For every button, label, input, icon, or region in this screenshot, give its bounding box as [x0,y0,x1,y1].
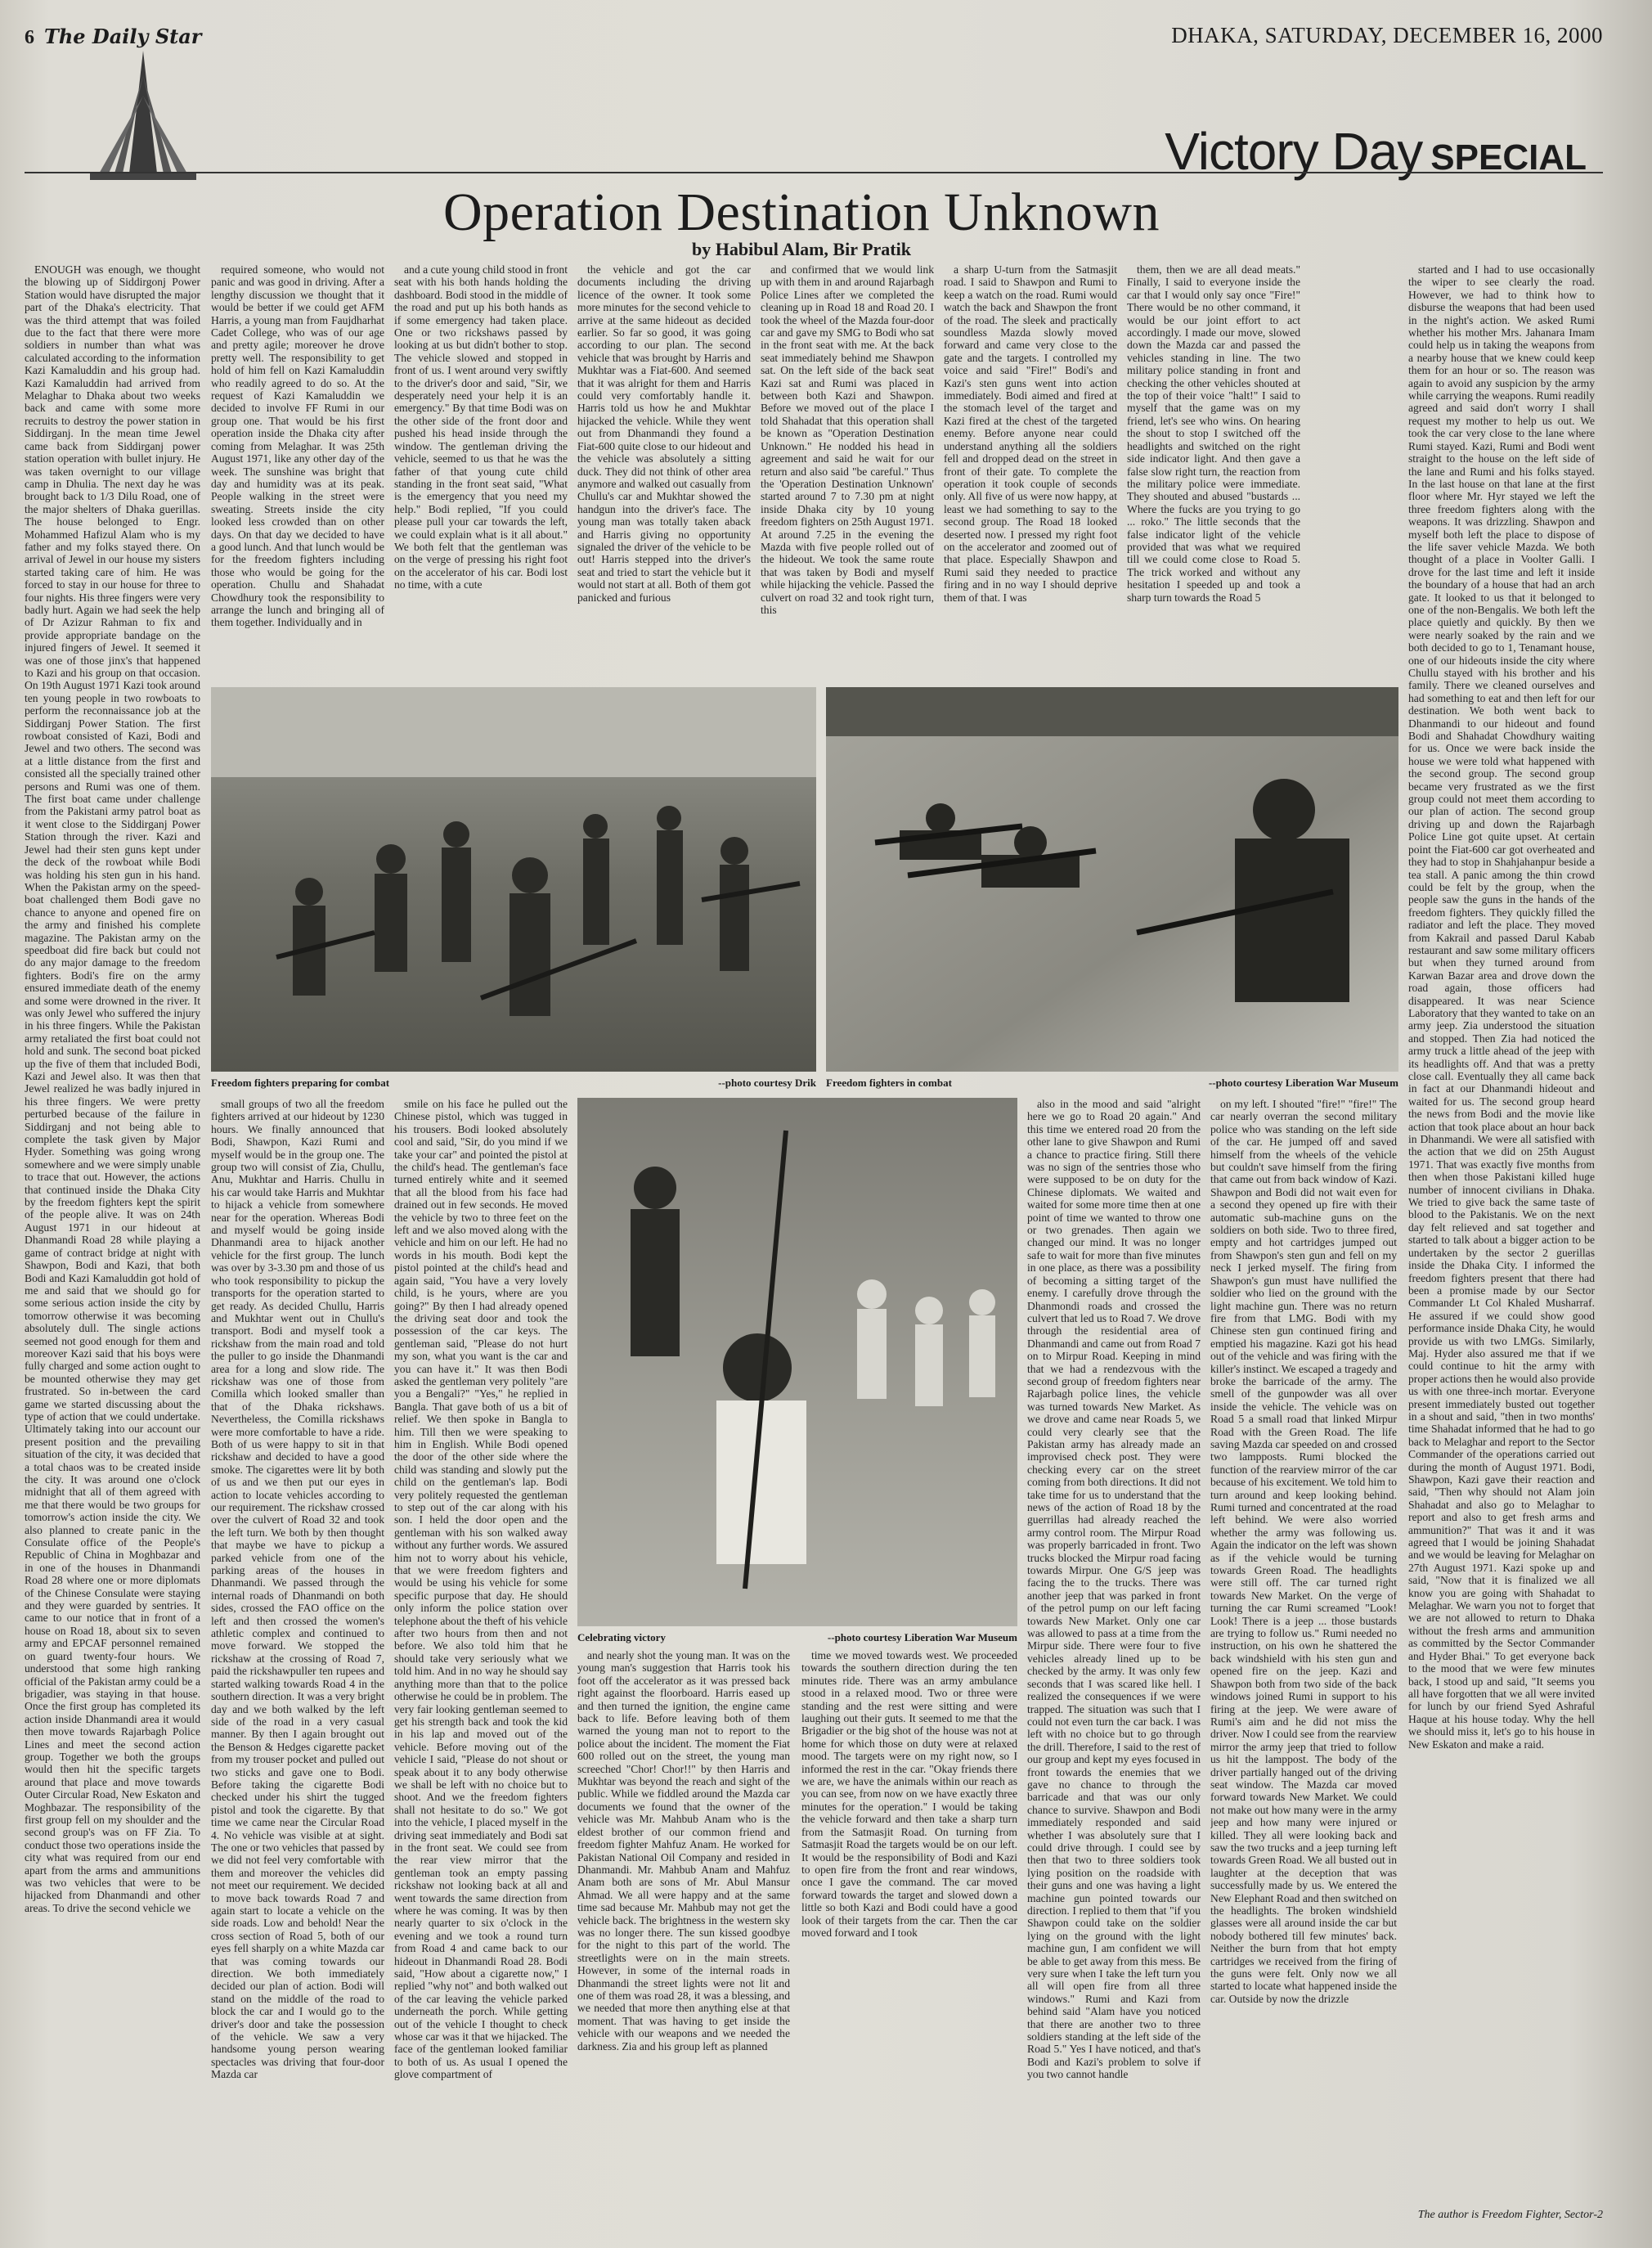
column-text: and nearly shot the young man. It was on the young man's suggestion that Harris took his foot off the accelerator as it was pressed back right against the floorboard. Harris eased up and then turned the ignition, the engine came back to life. Before leaving both of them warned the young man not to report to the police about the incident. The moment the Fiat 600 rolled out on the street, the young man screeched "Chor! Chor!!" by then Harris and Mukhtar was beyond the reach and sight of the public. While we fiddled around the Mazda car documents we found that the owner of the vehicle was Mr. Mahbub Anam who is the eldest brother of our common friend and freedom fighter Mahfuz Anam. He worked for Pakistan National Oil Company and resided in Dhanmandi. Mr. Mahbub Anam and Mahfuz Anam both are sons of Mr. Abul Mansur Ahmad. We all were happy and at the same time sad because Mr. Mahbub may not get the vehicle back. The brightness in the western sky was no longer there. The sun kissed goodbye for the night to this part of the world. The streetlights were on in the main streets. However, in some of the internal roads in Dhanmandi the street lights were not lit and one of them was road 28, it was a blessing, and we needed that more then anything else at that moment. That was having to get inside the vehicle with our weapons and we needed the darkness. Zia and his group left as planned [577,1649,790,2052]
column-text: also in the mood and said "alright here we go to Road 20 again." And this time we entered road 20 from the other lane to give Shawpon and Rumi a chance to practice firing. Still there was no sign of the sentries those who were supposed to be on duty for the Chinese diplomats. We waited and waited for some more time then at one point of time we wanted to throw one or two grenades. Then again we changed our mind. It was no longer safe to wait for more than five minutes in one place, as there was a possibility of becoming a sitting target of the enemy. I carefully drove through the Dhanmondi roads and crossed the culvert that led us to Road 7. We drove through the residential area of Dhanmandi and came out from Road 7 on to Mirpur Road. Keeping in mind that we had a rendezvous with the second group of freedom fighters near Rajarbagh police lines, the vehicle was turned towards New Market. As we drove and came near Roads 5, we could very clearly see that the Pakistan army has already made an improvised check post. They were checking every car on the street coming from both directions. It did not take time for us to understand that the news of the action of Road 18 by the guerrillas had already reached the army control room. The Mirpur Road was properly barricaded in front. Two trucks blocked the Mirpur road facing towards Mirpur. One G/S jeep was facing the to the trucks. There was another jeep that was parked in front of the petrol pump on our left facing towards New Market. Only one car was allowed to pass at a time from the Mirpur side. There were four to five vehicles already lined up to be checked by the army. It was only few seconds that I was scared like hell. I realized the consequences if we were trapped. The situation was such that I could not even turn the car back. I was left with no choice but to go through the drill. Therefore, I said to the rest of our group and kept my eyes focused in front towards the enemies that we gave no chance to through the barricade and that was our only chance to survive. Shawpon and Bodi immediately responded and said whether I was absolutely sure that I could drive through. I could see by then that two to three soldiers took lying position on the roadside with their guns and one was having a light machine gun pointed towards our direction. I replied to them that "if you Shawpon could take on the soldier lying on the ground with the light machine gun, I am confident we will be able to get away from this mess. Be very sure when I take the left turn you all will open fire from all three windows." Rumi and Kazi from behind said "Alam have you noticed that there are another two to three soldiers standing at the left side of the Road 5." Yes I have noticed, and that's Bodi and Kazi's problem to solve if you two cannot handle [1027,1098,1201,2081]
headline: Operation Destination Unknown [442,182,1160,242]
column-text: started and I had to use occasionally the wiper to see clearly the road. However, we had to think how to disburse the weapons that had been used in the night's action. We asked Rumi whether his mother Mrs. Jahanara Imam could help us in taking the weapons from a nearby house that we knew could keep them for an hour or so. The reason was again to avoid any suspicion by the army while carrying the weapons. Rumi readily agreed and said don't worry I shall request my mother to help us out. We took the car very close to the lane where Rumi stayed. Kazi, Rumi and Bodi went straight to the house on the left side of the lane and Rumi and his folks stayed. In the last house on that lane at the first floor where Mr. Hyr stayed we left the three freedom fighters along with the weapons. It was drizzling. Shawpon and myself both left the place to dispose of the life saver vehicle Mazda. We both thought of a place in Voolter Galli. I drove for the last time and left it inside the boundary of a house that had an arch gate. It looked to us that it belonged to one of the non-Bengalis. We both left the place quietly and quickly. By then we were nearly soaked by the rain and we both decided to go to 1, Tenamant house, one of our hideouts inside the city where Chullu stayed with his brother and his family. There we cleaned ourselves and had something to eat and then left for our destination. We both went back to Dhanmandi to our hideout and found Bodi and Shahadat Chowdhury waiting for us. Once we were back inside the house we were told what happened with the second group. The second group became very frustrated as we the first group could not meet them according to our plan of action. The second group driving up and down the Rajarbagh Police Line got quite upset. At certain point the Fiat-600 car got overheated and they had to stop in Shahjahanpur beside a tea stall. A panic among the thin crowd could be felt by the group, when the people saw the guns in the hands of the freedom fighters. They quickly filled the radiator and left the place. They moved from Kakrail and passed Darul Kabab restaurant and saw some military officers but when they turned around from Karwan Bazar area and drove down the road again, those officers had disappeared. It was near Science Laboratory that they wanted to take on an army jeep. Zia understood the situation and stopped. Then Zia had noticed the army truck a little ahead of the jeep with its headlights off. And that was a pretty close call. Eventually they all came back in fact at our Dhanmandi hideout and waited for us. The second group heard the news from Bodi and the movie like action that took place about an hour back in Dhanmandi. We were all satisfied with the action that we did on 25th August 1971. That was exactly five months from then when those Pakistani killed huge number of innocent civilians in Dhaka. We tried to give back the same taste of blood to the Pakistanis. We on the next day felt relieved and sat together and started to talk about a bigger action to be undertaken by the sector 2 guerillas inside the Dhaka City. I informed the freedom fighters present that there had been a promise made by our Sector Commander Lt Col Khaled Musharraf. He assured if we could show good performance inside Dhaka City, he would provide us with two LMGs. Similarly, Maj. Hyder also assured me that if we could continue to hit the army with proper actions then he would also provide us with one three-inch mortar. Everyone present immediately busted out together in a shout and said, "then in two months' time Shahadat informed that he had to go back to Melaghar and report to the Sector Commander of the operations carried out during the month of August 1971. Bodi, Shawpon, Kazi gave their reaction and said, "Then why should not Alam join Shahadat and also go to Melaghar to report and also to get fresh arms and ammunition?" That was it and it was agreed that I would be joining Shahadat and we would be leaving for Melaghar on 27th August 1971. Kazi spoke up and said, "Now that it is finalized we all know you are going with Shahadat to Melaghar. We warn you not to forget that we are not allowed to return to Dhaka without the fresh arms and ammunition as committed by the Sector Commander and Hyder Bhai." To get everyone back to the mood that we were few minutes back, I stood up and said, "It seems you all have forgotten that we all were invited for lunch by our friend Syed Ashraful Haque at his house today. Why the hell we should miss it, let's go to his house in New Eskaton and make a raid. [1408,263,1595,1751]
article-column-12 [801,1649,1017,2219]
photo-caption-2 [826,1077,1398,1090]
page-folio [25,25,201,49]
column-text: time we moved towards west. We proceeded towards the southern direction during the ten minutes ride. There was an army ambulance stood in a relaxed mood. Two or three were standing and the rest were sitting and were laughing out their guts. It seemed to me that the Brigadier or the big shot of the house was not at home for which those on duty were at relaxed mood. The targets were on my right now, so I informed the rest in the car. "Okay friends there we are, we have the animals within our reach as you can see, from now on we have exactly three minutes for the operation." I would be taking the vehicle forward and then take a sharp turn from the Satmasjit Road. On turning from Satmasjit Road the targets would be on our left. It would be the responsibility of Bodi and Kazi to open fire from the front and rear windows, once I gave the command. The car moved forward towards the target and slowed down a little so both Kazi and Bodi could have a good look of their targets from the car. Then the car moved forward and I took [801,1649,1017,1939]
caption-text: Celebrating victory [577,1631,666,1643]
photo-image [577,1098,1017,1626]
byline: by Habibul Alam, Bir Pratik [692,239,911,259]
article-column-10 [394,1098,568,2219]
author-note: The author is Freedom Fighter, Sector-2 [1417,2209,1603,2221]
photo-image [211,687,816,1072]
header-rule [25,172,1603,173]
newspaper-name: The Daily Star [44,25,202,48]
article-column-9 [211,1098,384,2219]
photo-credit: --photo courtesy Drik [718,1077,816,1089]
article-column-13 [1027,1098,1201,2219]
article-column-5 [761,263,934,672]
column-text: required someone, who would not panic and was good in driving. After a lengthy discussion we thought that it would be better if we could get AFM Harris, a young man from Faujdharhat Cadet College, who was of our age and pretty agile; moreover he drove pretty well. The responsibility to get hold of him fell on Kazi Kamaluddin who readily agreed to do so. At the request of Kazi Kamaluddin we decided to involve FF Rumi in our group one. That would be his first operation inside the Dhaka city after coming from Melaghar. It was 25th August 1971, like any other day of the week. The sunshine was bright that day and humidity was at its peak. People walking in the street were sweating. Streets inside the city looked less crowded than on other days. On that day we decided to have a good lunch. And that lunch would be for the freedom fighters including those who would be going for the operation. Chullu and Shahadat Chowdhury took the responsibility to arrange the lunch and bringing all of them together. Individually and in [211,263,384,629]
column-text: smile on his face he pulled out the Chinese pistol, which was tugged in his trousers. Bodi looked absolutely cool and said, "Sir, do you mind if we take your car" and pointed the pistol at the child's head. The gentleman's face turned entirely white and it seemed that all the blood from his face had drained out in few seconds. He moved the vehicle by two to three feet on the left and we also moved along with the vehicle and him on our left. He had no words in his mouth. Bodi kept the pistol pointed at the child's head and again said, "You have a very lovely child, is he yours, where are you going?" By then I had already opened the driving seat door and took the possession of the car keys. The gentleman said, "Please do not hurt my son, what you want is the car and you can have it." It was then Bodi asked the gentleman very politely "are you a Bengali?" "Yes," he replied in Bangla. That gave both of us a bit of relief. We then spoke in Bangla to him. Till then we were speaking to him in English. While Bodi opened the door of the other side where the child was standing and slowly put the child on the gentleman's lap. Bodi very politely requested the gentleman to step out of the car along with his son. I held the door open and the gentleman with his son walked away without any further words. We assured him not to worry about his vehicle, that we were freedom fighters and would be using his vehicle for some specific purpose that day. He should only inform the police station over telephone about the theft of his vehicle after two hours from then and not before. We also told him that he should take very seriously what we told him. And in no way he should say anything more than that to the police otherwise he could be in problem. The very fair looking gentleman seemed to get his strength back and took the kid in his lap and moved out of the vehicle. Before moving out of the vehicle I said, "Please do not shout or speak about it to any body otherwise we shall be left with no choice but to shoot. And we the freedom fighters shall not hesitate to do so." We got into the vehicle, I placed myself in the driving seat immediately and Bodi sat in the front seat. We could see from the rear view mirror that the gentleman took an empty passing rickshaw not looking back at all and went towards the same direction from where he was coming. It was by then nearly quarter to six o'clock in the evening and we took a round turn from Road 4 and came back to our hideout in Dhanmandi Road 28. Bodi said, "How about a cigarette now," I replied "why not" and both walked out of the car leaving the vehicle parked underneath the porch. While getting out of the vehicle I thought to check whose car was it that we hijacked. The face of the gentleman looked familiar to both of us. As usual I opened the glove compartment of [394,1098,568,2081]
article-column-11 [577,1649,790,2219]
photo-caption-3 [577,1631,1017,1644]
dateline: DHAKA, SATURDAY, DECEMBER 16, 2000 [1171,23,1603,47]
memorial-logo-icon [90,51,196,182]
article-column-4 [577,263,751,672]
column-text: on my left. I shouted "fire!" "fire!" The car nearly overran the second military police who was standing on the left side of the car. He jumped off and saved himself from the wheels of the vehicle but couldn't save himself from the firing that came out from back window of Kazi. Shawpon and Bodi did not wait even for a second they opened up fire with their automatic sub-machine guns on the soldiers on both side. Two to three fired, empty and hot cartridges jumped out from Shawpon's sten gun and fell on my neck I jerked myself. The firing from Shawpon's gun must have nullified the soldier who lied on the ground with the light machine gun. There was no return fire from that LMG. Bodi with my Chinese sten gun continued firing and emptied his magazine. Kazi got his head out of the vehicle and was firing with the killer's instinct. We escaped a tragedy and broke the barricade of the army. The smell of the gunpowder was all over inside the vehicle. The vehicle was on Road 5 a small road that linked Mirpur Road with the Green Road. The life saving Mazda car speeded on and crossed two lampposts. Rumi blocked the function of the rearview mirror of the car because of his excitement. We told him to turn around and keep looking behind. Rumi turned and concentrated at the road left behind. We were also worried whether the army was following us. Again the indicator on the left was shown as if the vehicle would be turning towards Green Road. The headlights were still off. The car turned right towards New Market. On the verge of turning the car Rumi screamed "Look! Look! There is a jeep ... those bustards are trying to follow us." Rumi needed no instruction, on his own he shattered the back windshield with his sten gun and opened fire on the jeep. Kazi and Shawpon both from two side of the back windows joined Rumi in support to his firing at the jeep. We were aware of Rumi's aim and he did not miss the driver. Now I could see from the rearview mirror the army jeep that tried to follow us hit the lamppost. The body of the driver partially hanged out of the driving seat window. The Mazda car moved forward towards New Market. We could not make out how many were in the army jeep and how many were injured or killed. They all were looking back and saw the two trucks and a jeep turning left towards Green Road. We all busted out in laughter at the deception that was successfully made by us. We entered the New Elephant Road and then switched on the headlights. The broken windshield glasses were all around inside the car but nobody bothered till few minutes' back. Neither the burn from that hot empty cartridges we received from the firing of the guns were felt. Only now we all started to locate what happened inside the car. Outside by now the drizzle [1210,1098,1397,2005]
column-text: small groups of two all the freedom fighters arrived at our hideout by 1230 hours. We finally announced that Bodi, Shawpon, Kazi Rumi and myself would be in the group one. The group two will consist of Zia, Chullu, Anu, Mukhtar and Harris. Chullu in his car would take Harris and Mukhtar to hijack a vehicle from somewhere near for the operation. Whereas Bodi and myself would be going inside Dhanmandi area to hijack another vehicle for the first group. The lunch was over by 3-3.30 pm and those of us who took responsibility to pickup the transports for the operation started to get ready. As decided Chullu, Harris and Mukhtar went out in Chullu's transport. Bodi and myself took a rickshaw from the main road and told the puller to go inside the Dhanmandi area for a long and slow ride. The rickshaw was one of those from Comilla which looked smaller than that of the Dhaka rickshaws. Nevertheless, the Comilla rickshaws were more comfortable to have a ride. Both of us were happy to sit in that rickshaw and decided to have a good smoke. The cigarettes were lit by both of us and we then put our eyes in action to locate vehicles according to our requirement. The rickshaw crossed over the culvert of Road 32 and took the left turn. We both by then thought that maybe we have to pickup a parked vehicle from one of the parking areas of the houses in Dhanmandi. We passed through the internal roads of Dhanmandi on both sides, crossed the FAO office on the left and then crossed the women's athletic complex and continued to move forward. We stopped the rickshaw at the crossing of Road 7, paid the rickshawpuller ten rupees and started walking towards Road 4 in the southern direction. It was a very bright day and we both walked by the left side of the road in a very casual manner. By then I again brought out the Benson & Hedges cigarette packet from my trouser pocket and pulled out two sticks and gave one to Bodi. Before taking the cigarette Bodi checked under his shirt the tugged pistol and took the cigarette. By that time we came near the Circular Road 4. No vehicle was visible at at sight. The one or two vehicles that passed by we did not feel very comfortable with them and moreover the vehicles did not meet our requirement. We decided to move back towards Road 7 and again start to locate a vehicle on the side roads. Low and behold! Near the cross section of Road 5, both of our eyes fell sharply on a white Mazda car that was coming towards our direction. We both immediately decided our plan of action. Bodi will stand on the middle of the road to block the car and I would go to the driver's door and take the possession of the vehicle. We saw a very handsome young person wearing spectacles was driving that four-door Mazda car [211,1098,384,2081]
page-number: 6 [25,27,34,48]
article-column-7 [1127,263,1300,672]
column-text: a sharp U-turn from the Satmasjit road. I said to Shawpon and Rumi to keep a watch on the road. Rumi would watch the back and Shawpon the front of the road. The sleek and practically soundless Mazda slowly moved forward and came very close to the gate and the targets. I controlled my voice and said "Fire!" Bodi's and Kazi's sten guns went into action immediately. Bodi aimed and fired at the stomach level of the target and Kazi fired at the chest of the targeted enemy. Before anyone near could understand anything all the soldiers fell and dropped dead on the street in front of their gate. To complete the operation it took couple of seconds only. All five of us were now happy, at least we had something to say to the second group. The Road 18 looked deserted now. I pressed my right foot on the accelerator and zoomed out of that place. Especially Shawpon and Rumi said they needed to practice firing and in no way I should deprive them of that. I was [944,263,1117,604]
article-column-8 [1408,263,1595,2210]
column-text: ENOUGH was enough, we thought the blowing up of Siddirgonj Power Station would have disrupted the major part of the Dhaka's electricity. That was the third attempt that was foiled due to the fact that there were more soldiers in number than what was calculated according to the information Kazi Kamaluddin and his group had. Kazi Kamaluddin had arrived from Melaghar to Dhaka about two weeks back and came with some more recruits to destroy the power station in Siddirganj. In the mean time Jewel came back from Siddirganj power station operation with bullet injury. He was taken overnight to our village camp in Dhulia. The next day he was brought back to 1/3 Dilu Road, one of the major shelters of Dhaka guerillas. The house belonged to Engr. Mohammed Hafizul Alam who is my father and my folks stayed there. On arrival of Jewel in our house my sisters started taking care of him. He was forced to stay in our house for three to four nights. His three fingers were very badly hurt. Again we had seek the help of Dr Azizur Rahman to fix and provide appropriate bandage on the injured fingers of Jewel. It seemed it was one of those jinx's that happened to Kazi and his group on that occasion. On 19th August 1971 Kazi took around ten young people in two rowboats to perform the reconnaissance job at the Siddirganj Power Station. The first rowboat consisted of Kazi, Bodi and Jewel and two others. The second was at a little distance from the first and consisted all the specially trained other persons and Rumi was one of them. The first boat came under challenge from the Pakistani army patrol boat as it went close to the Siddirganj Power Station through the river. Kazi and Jewel had their sten guns kept under the deck of the rowboat while Bodi was holding his sten gun in his hand. When the Pakistan army on the speed-boat challenged them Bodi gave no chance to anyone and opened fire on the army and finished his complete magazine. The Pakistan army on the speedboat did fire back but could not do any major damage to the freedom fighters. Bodi's fire on the army ensured immediate death of the enemy and some were drowned in the river. It was only Jewel who suffered the injury in his three fingers. While the Pakistan army retaliated the first boat could not hold and sunk. The second boat picked up the five of them that included Bodi, Kazi and Jewel also. It was then that Jewel realized he was badly injured in his three fingers. We were pretty perturbed because of the failure in Siddirganj and not being able to complete the task given by Major Hyder. Something was going wrong somewhere and we were simply unable to trace that out. However, the actions that continued inside the Dhaka City by the freedom fighters kept the spirit of the people alive. It was on 24th August 1971 in our hideout at Dhanmandi Road 28 while playing a game of contract bridge at night with Shawpon, Bodi and Kazi, that both Bodi and Kazi Kamaluddin got hold of me and said that we should go for some serious action inside the city by tomorrow otherwise it was becoming absolutely dull. The single actions seemed not good enough for them and moreover Kazi said that his boys were fully charged and some action ought to be mounted otherwise they may get frustrated. So in-between the card game we started discussing about the type of action that we could undertake. Ultimately taking into our account our present position and the prevailing situation of the city, it was decided that a total chaos was to be created inside the city. It was around one o'clock midnight that all of them agreed with me that there would be two groups for tomorrow's action inside the city. We also planned to create panic in the Consulate office of the People's Republic of China in Moghbazar and in one of the houses in Dhanmandi Road 28 where one or more diplomats of the Chinese Consulate were staying and they were guarded by sentries. It came to our notice that in front of a house on Road 18, about six to seven army and EPCAF personnel remained on guard twenty-four hours. We understood that some high ranking official of the Pakistan army could be a brigadier, was staying in that house. Once the first group has completed its action inside Dhanmandi area it would then move towards Rajarbagh Police Lines and meet the second action group. Together we both the groups would then hit the specific targets around that place and move towards Outer Circular Road, New Eskaton and Moghbazar. The responsibility of the first group fell on my shoulder and the second group's was on FF Zia. To conduct those two operations inside the city what was required from our end apart from the arms and ammunitions was two vehicles that were to be hijacked from Dhanmandi and other areas. To drive the second vehicle we [25,263,200,1914]
article-column-2 [211,263,384,672]
column-text: and a cute young child stood in front seat with his both hands holding the dashboard. Bodi stood in the middle of the road and put up his both hands as if some emergency had taken place. One or two rickshaws passed by looking at us but didn't bother to stop. The vehicle slowed and stopped in front of us. I went around very swiftly to the driver's door and said, "Sir, we desperately need your help it is an emergency." By that time Bodi was on the other side of the front door and pushed his head inside through the window. The gentleman driving the vehicle, seemed to us that he was the father of that young cute child standing in the front seat said, "What is the emergency that you need my help." Bodi replied, "If you could please pull your car towards the left, we could explain what is it all about." We both felt that the gentleman was on the verge of pressing his right foot on the accelerator of his car. Bodi lost no time, with a cute [394,263,568,591]
column-text: them, then we are all dead meats." Finally, I said to everyone inside the car that I would only say once "Fire!" There would be no other command, it would be our joint effort to act accordingly. I made our move, slowed down the Mazda car and passed the vehicles standing in line. The two military police standing in front and checking the other vehicles shouted at the top of their voice "halt!" I said to myself that the game was on my friend, let's see who wins. On hearing the shout to stop I switched off the headlights and switched on the right side indicator light. And then gave a false slow right turn, the reaction from the military police were immediate. They shouted and abused "bustards ... Where the fucks are you trying to go ... roko." The little seconds that the false indicator light of the vehicle provided that was what we required till we could come close to Road 5. The trick worked and without any hesitation I speeded up and took a sharp turn towards the Road 5 [1127,263,1300,604]
article-column-6 [944,263,1117,672]
caption-text: Freedom fighters preparing for combat [211,1077,390,1089]
column-text: the vehicle and got the car documents including the driving licence of the owner. It took some more minutes for the second vehicle to arrive at the same hideout as decided earlier. So far so good, it was going according to our plan. The second vehicle that was brought by Harris and Mukhtar was a Fiat-600. And seemed that it was alright for them and Harris could very comfortably handle it. Harris told us how he and Mukhtar hijacked the vehicle. While they went out from Dhanmandi they found a Fiat-600 quite close to our hideout and the vehicle was absolutely a sitting duck. They did not think of other area anymore and walked out casually from Chullu's car and Mukhtar showed the handgun into the driver's face. The young man was totally taken aback and Harris giving no opportunity signaled the driver of the vehicle to be out! Harris stepped into the driver's seat and tried to start the vehicle but it would not start at all. Both of them got panicked and furious [577,263,751,604]
article-column-3 [394,263,568,672]
photo-freedom-fighters-in-combat [826,687,1398,1072]
photo-image [826,687,1398,1072]
photo-freedom-fighters-preparing [211,687,816,1072]
caption-text: Freedom fighters in combat [826,1077,952,1089]
photo-credit: --photo courtesy Liberation War Museum [827,1631,1017,1643]
section-kicker: Victory Day SPECIAL [1165,122,1587,181]
photo-credit: --photo courtesy Liberation War Museum [1208,1077,1398,1089]
photo-celebrating-victory [577,1098,1017,1626]
column-text: and confirmed that we would link up with them in and around Rajarbagh Police Lines after we completed the cleaning up in Road 18 and Road 20. I took the wheel of the Mazda four-door car and gave my SMG to Bodi who sat in the front seat with me. At the back seat immediately behind me Shawpon sat. On the left side of the back seat Kazi sat and Rumi was placed in between both Kazi and Shawpon. Before we moved out of the place I told Shahadat that this operation shall be known as "Operation Destination Unknown." He nodded his head in agreement and said he wait for our return and also said "be careful." Thus the 'Operation Destination Unknown' started around 7 to 7.30 pm at night inside Dhaka city by 10 young freedom fighters on 25th August 1971. At around 7.25 in the evening the Mazda with five people rolled out of the hideout. We took the same route that was taken by Bodi and myself while hijacking the vehicle. Passed the culvert on road 32 and took right turn, this [761,263,934,616]
article-column-1 [25,263,200,2220]
photo-caption-1 [211,1077,816,1090]
article-column-14 [1210,1098,1397,2219]
